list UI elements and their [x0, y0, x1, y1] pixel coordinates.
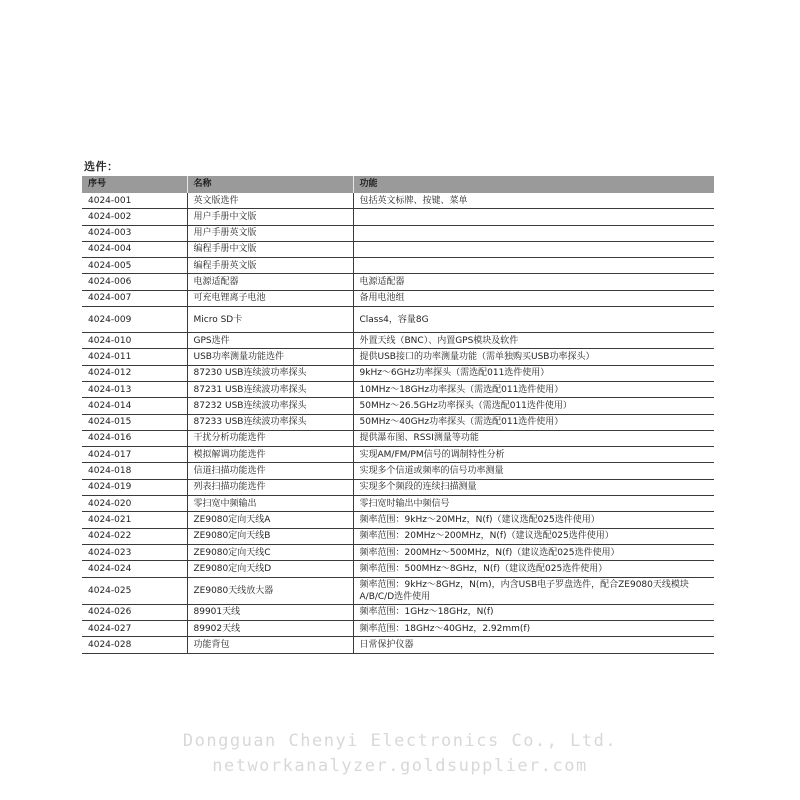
cell-index: 4024-017 — [82, 447, 187, 463]
cell-function: 频率范围：9kHz～20MHz，N(f)（建议选配025选件使用） — [353, 512, 714, 528]
cell-function: 实现多个频段的连续扫描测量 — [353, 479, 714, 495]
cell-function: 50MHz～40GHz功率探头（需选配011选件使用） — [353, 414, 714, 430]
cell-index: 4024-003 — [82, 225, 187, 241]
table-row — [82, 258, 714, 274]
cell-name: 87232 USB连续波功率探头 — [187, 398, 353, 414]
cell-index: 4024-001 — [82, 193, 187, 209]
cell-index: 4024-016 — [82, 430, 187, 446]
cell-function: 频率范围：1GHz～18GHz，N(f) — [353, 604, 714, 620]
cell-function: 电源适配器 — [353, 274, 714, 290]
cell-name: USB功率测量功能选件 — [187, 349, 353, 365]
table-row — [82, 430, 714, 446]
cell-name: Micro SD卡 — [187, 307, 353, 333]
cell-function: 频率范围：200MHz～500MHz，N(f)（建议选配025选件使用） — [353, 544, 714, 560]
cell-index: 4024-011 — [82, 349, 187, 365]
cell-function: 频率范围：20MHz～200MHz，N(f)（建议选配025选件使用） — [353, 528, 714, 544]
cell-function: 实现多个信道或频率的信号功率测量 — [353, 463, 714, 479]
cell-index: 4024-023 — [82, 544, 187, 560]
cell-name: 模拟解调功能选件 — [187, 447, 353, 463]
table-row — [82, 577, 714, 604]
table-body — [82, 193, 714, 653]
table-row — [82, 193, 714, 209]
cell-name: ZE9080定向天线A — [187, 512, 353, 528]
cell-index: 4024-012 — [82, 365, 187, 381]
cell-index: 4024-015 — [82, 414, 187, 430]
header-index: 序号 — [82, 176, 187, 193]
table-row — [82, 225, 714, 241]
table-row — [82, 447, 714, 463]
table-row — [82, 561, 714, 577]
header-function: 功能 — [353, 176, 714, 193]
cell-index: 4024-005 — [82, 258, 187, 274]
cell-index: 4024-007 — [82, 290, 187, 306]
cell-index: 4024-019 — [82, 479, 187, 495]
cell-name: 电源适配器 — [187, 274, 353, 290]
cell-name: 89901天线 — [187, 604, 353, 620]
table-row — [82, 381, 714, 397]
cell-name: 零扫宽中频输出 — [187, 496, 353, 512]
cell-function: 备用电池组 — [353, 290, 714, 306]
cell-name: 89902天线 — [187, 621, 353, 637]
cell-index: 4024-018 — [82, 463, 187, 479]
cell-name: 用户手册中文版 — [187, 209, 353, 225]
cell-name: ZE9080定向天线B — [187, 528, 353, 544]
table-row — [82, 398, 714, 414]
table-row — [82, 528, 714, 544]
cell-function: 零扫宽时输出中频信号 — [353, 496, 714, 512]
cell-index: 4024-009 — [82, 307, 187, 333]
table-header-row — [82, 176, 714, 193]
table-row — [82, 637, 714, 653]
cell-name: ZE9080定向天线C — [187, 544, 353, 560]
cell-index: 4024-024 — [82, 561, 187, 577]
cell-index: 4024-025 — [82, 577, 187, 604]
cell-function: 实现AM/FM/PM信号的调制特性分析 — [353, 447, 714, 463]
cell-name: 英文版选件 — [187, 193, 353, 209]
cell-function — [353, 209, 714, 225]
cell-index: 4024-022 — [82, 528, 187, 544]
cell-name: GPS选件 — [187, 333, 353, 349]
cell-function — [353, 258, 714, 274]
table-row — [82, 365, 714, 381]
cell-name: ZE9080天线放大器 — [187, 577, 353, 604]
cell-index: 4024-002 — [82, 209, 187, 225]
cell-function: 频率范围：18GHz～40GHz，2.92mm(f) — [353, 621, 714, 637]
cell-index: 4024-010 — [82, 333, 187, 349]
cell-function: 日常保护仪器 — [353, 637, 714, 653]
cell-index: 4024-014 — [82, 398, 187, 414]
cell-function: 9kHz～6GHz功率探头（需选配011选件使用） — [353, 365, 714, 381]
cell-function — [353, 241, 714, 257]
cell-name: 可充电锂离子电池 — [187, 290, 353, 306]
header-name: 名称 — [187, 176, 353, 193]
table-row — [82, 349, 714, 365]
cell-index: 4024-027 — [82, 621, 187, 637]
cell-function: 提供瀑布图、RSSI测量等功能 — [353, 430, 714, 446]
table-row — [82, 290, 714, 306]
table-row — [82, 209, 714, 225]
table-row — [82, 479, 714, 495]
table-row — [82, 241, 714, 257]
cell-name: 编程手册中文版 — [187, 241, 353, 257]
watermark-url: networkanalyzer.goldsupplier.com — [212, 756, 588, 776]
cell-name: 干扰分析功能选件 — [187, 430, 353, 446]
cell-index: 4024-013 — [82, 381, 187, 397]
table-row — [82, 604, 714, 620]
cell-index: 4024-020 — [82, 496, 187, 512]
cell-index: 4024-026 — [82, 604, 187, 620]
cell-function: 包括英文标牌、按键、菜单 — [353, 193, 714, 209]
cell-name: 用户手册英文版 — [187, 225, 353, 241]
cell-function: 提供USB接口的功率测量功能（需单独购买USB功率探头） — [353, 349, 714, 365]
cell-index: 4024-006 — [82, 274, 187, 290]
cell-index: 4024-021 — [82, 512, 187, 528]
table-row — [82, 463, 714, 479]
table-row — [82, 621, 714, 637]
options-table — [82, 176, 714, 654]
watermark-company: Dongguan Chenyi Electronics Co., Ltd. — [182, 731, 618, 751]
cell-name: 87233 USB连续波功率探头 — [187, 414, 353, 430]
table-row — [82, 512, 714, 528]
cell-function: Class4，容量8G — [353, 307, 714, 333]
cell-function: 50MHz～26.5GHz功率探头（需选配011选件使用） — [353, 398, 714, 414]
cell-name: 信道扫描功能选件 — [187, 463, 353, 479]
cell-function: 频率范围：9kHz～8GHz，N(m)，内含USB电子罗盘选件，配合ZE9080天线模块A/B/C/D选件使用 — [353, 577, 714, 604]
cell-name: 功能背包 — [187, 637, 353, 653]
table-row — [82, 496, 714, 512]
cell-function: 外置天线（BNC）、内置GPS模块及软件 — [353, 333, 714, 349]
cell-name: 87231 USB连续波功率探头 — [187, 381, 353, 397]
table-row — [82, 414, 714, 430]
table-row — [82, 274, 714, 290]
cell-name: 87230 USB连续波功率探头 — [187, 365, 353, 381]
cell-name: 列表扫描功能选件 — [187, 479, 353, 495]
cell-index: 4024-028 — [82, 637, 187, 653]
cell-name: ZE9080定向天线D — [187, 561, 353, 577]
cell-index: 4024-004 — [82, 241, 187, 257]
cell-name: 编程手册英文版 — [187, 258, 353, 274]
table-row — [82, 307, 714, 333]
table-row — [82, 544, 714, 560]
cell-function — [353, 225, 714, 241]
cell-function: 频率范围：500MHz～8GHz，N(f)（建议选配025选件使用） — [353, 561, 714, 577]
table-row — [82, 333, 714, 349]
section-title: 选件： — [84, 160, 119, 173]
cell-function: 10MHz～18GHz功率探头（需选配011选件使用） — [353, 381, 714, 397]
